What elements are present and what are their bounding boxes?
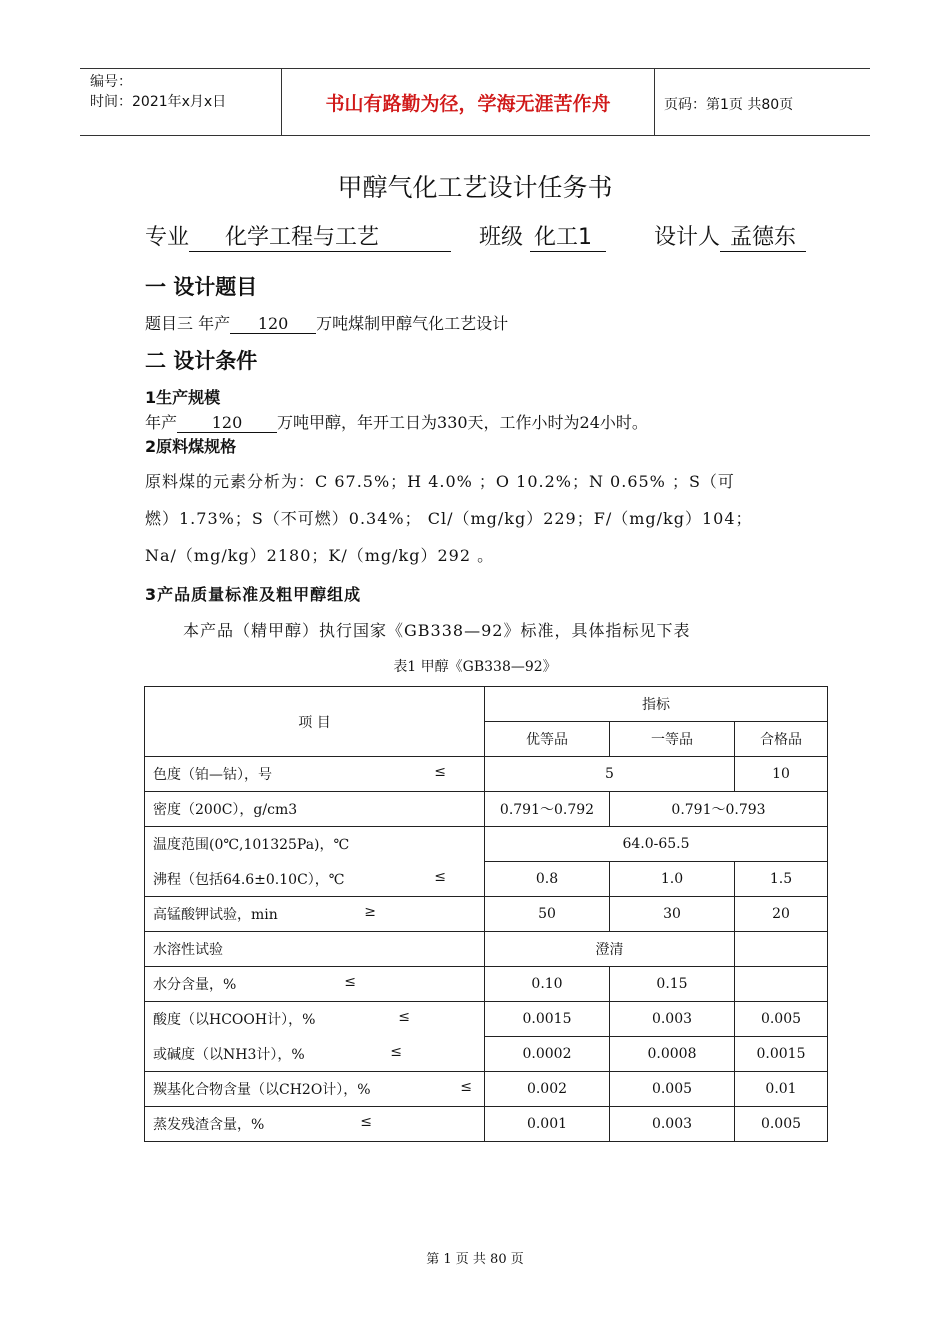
sub2-line3: Na/（mg/kg）2180；K/（mg/kg）292 。 [145,546,495,565]
table-cell: 0.002 [485,1072,610,1107]
section1-heading: 一 设计题目 [145,275,258,299]
table-cell: 0.005 [610,1072,735,1107]
sub2-line2: 燃）1.73%；S（不可燃）0.34%； Cl/（mg/kg）229；F/（mg/kg）104； [145,509,753,528]
sub1-heading: 1生产规模 [145,388,221,407]
item-label: 羰基化合物含量（以CH2O计），% [153,1082,371,1098]
meta-line [145,220,806,252]
table-cell: 20 [735,897,828,932]
comparator: ≤ [344,974,356,990]
document-title: 甲醇气化工艺设计任务书 [337,173,613,202]
header-index-cell: 指标 [485,687,828,722]
major-value: 化学工程与工艺 [189,220,451,252]
table-cell [735,932,828,967]
table-cell: 5 [485,757,735,792]
table-row [145,687,828,722]
table-row [145,1037,828,1072]
header-divider-right [654,68,655,136]
table-cell: 0.8 [485,862,610,897]
designer-value: 孟德东 [720,220,806,252]
page-footer: 第 1 页 共 80 页 [426,1252,524,1267]
table-cell: 0.01 [735,1072,828,1107]
item-label: 高锰酸钾试验，min [153,907,278,923]
table-cell: 0.0008 [610,1037,735,1072]
table-cell: 50 [485,897,610,932]
topic-suffix: 万吨煤制甲醇气化工艺设计 [316,314,509,333]
comparator: ≤ [434,868,446,885]
class-value: 化工1 [530,220,606,252]
sub1-prefix: 年产 [145,413,178,432]
table-row [145,827,828,862]
table-row [145,932,828,967]
item-label: 蒸发残渣含量，% [153,1117,265,1133]
table-cell: 64.0-65.5 [485,827,828,862]
sub1-suffix: 万吨甲醇，年开工日为330天，工作小时为24小时。 [277,413,648,432]
row-residue-item [145,1107,485,1142]
comparator: ≤ [360,1114,372,1130]
table-row [145,792,828,827]
header-number-label: 编号： [90,74,132,90]
item-label: 酸度（以HCOOH计），% [153,1012,316,1029]
table-cell: 0.0015 [735,1037,828,1072]
item-label: 或碱度（以NH3计），% [153,1046,305,1063]
spec-table [144,686,828,1142]
comparator: ≥ [364,904,376,920]
comparator: ≤ [434,764,446,780]
class-label: 班级 [479,225,524,250]
table-cell: 0.0015 [485,1002,610,1037]
table-cell: 0.001 [485,1107,610,1142]
sub3-heading: 3产品质量标准及粗甲醇组成 [145,585,362,604]
sub1-text [145,410,648,433]
table-cell: 0.0002 [485,1037,610,1072]
row-carbonyl-item [145,1072,485,1107]
comparator: ≤ [398,1009,410,1026]
sub1-value: 120 [177,413,277,433]
table-row [145,1107,828,1142]
table-cell: 0.003 [610,1107,735,1142]
sub3-text: 本产品（精甲醇）执行国家《GB338—92》标准，具体指标见下表 [183,621,691,640]
header-motto: 书山有路勤为径，学海无涯苦作舟 [325,92,611,115]
row-moisture-item [145,967,485,1002]
table-row [145,757,828,792]
table-cell: 1.5 [735,862,828,897]
item-label: 水分含量，% [153,977,237,993]
row-color-item [145,757,485,792]
table-cell: 0.005 [735,1002,828,1037]
header-grade-first: 一等品 [610,722,735,757]
header-grade-qualified: 合格品 [735,722,828,757]
table-row [145,1002,828,1037]
table-cell: 0.15 [610,967,735,1002]
table-cell: 30 [610,897,735,932]
comparator: ≤ [460,1079,472,1095]
row-boil-item [145,862,485,897]
header-time-label: 时间：2021年x月x日 [90,94,227,110]
table-cell [735,967,828,1002]
item-label: 色度（铂—钴），号 [153,767,272,783]
designer-label: 设计人 [654,225,721,250]
row-alkalinity-item [145,1037,485,1072]
table-cell: 0.10 [485,967,610,1002]
table-cell: 1.0 [610,862,735,897]
table-row [145,1072,828,1107]
row-density-item: 密度（200C），g/cm3 [145,792,485,827]
table-cell: 10 [735,757,828,792]
table-row [145,967,828,1002]
table-caption: 表1 甲醇《GB338—92》 [393,659,557,675]
header-page-info: 页码：第1页 共80页 [664,97,794,113]
topic-value: 120 [230,314,316,334]
item-label: 沸程（包括64.6±0.10C），℃ [153,871,345,888]
table-cell: 0.791～0.792 [485,792,610,827]
sub2-paragraph [145,463,810,574]
sub2-heading: 2原料煤规格 [145,437,237,456]
table-cell: 0.003 [610,1002,735,1037]
topic-prefix: 题目三 年产 [145,314,231,333]
table-row [145,862,828,897]
table-cell: 0.791～0.793 [610,792,828,827]
row-kmno4-item [145,897,485,932]
sub2-line1: 原料煤的元素分析为：C 67.5%；H 4.0% ；O 10.2%；N 0.65% ；S（可 [145,472,735,491]
table-row [145,897,828,932]
table-cell: 澄清 [485,932,735,967]
header-meta [90,72,226,112]
major-label: 专业 [145,225,190,250]
section1-topic [145,311,508,334]
row-watersol-item: 水溶性试验 [145,932,485,967]
table-cell: 0.005 [735,1107,828,1142]
row-acidity-item [145,1002,485,1037]
header-grade-premium: 优等品 [485,722,610,757]
header-item-cell: 项 目 [145,687,485,757]
section2-heading: 二 设计条件 [145,349,258,373]
comparator: ≤ [390,1043,402,1060]
row-temp-item: 温度范围(0℃,101325Pa)，℃ [145,827,485,862]
